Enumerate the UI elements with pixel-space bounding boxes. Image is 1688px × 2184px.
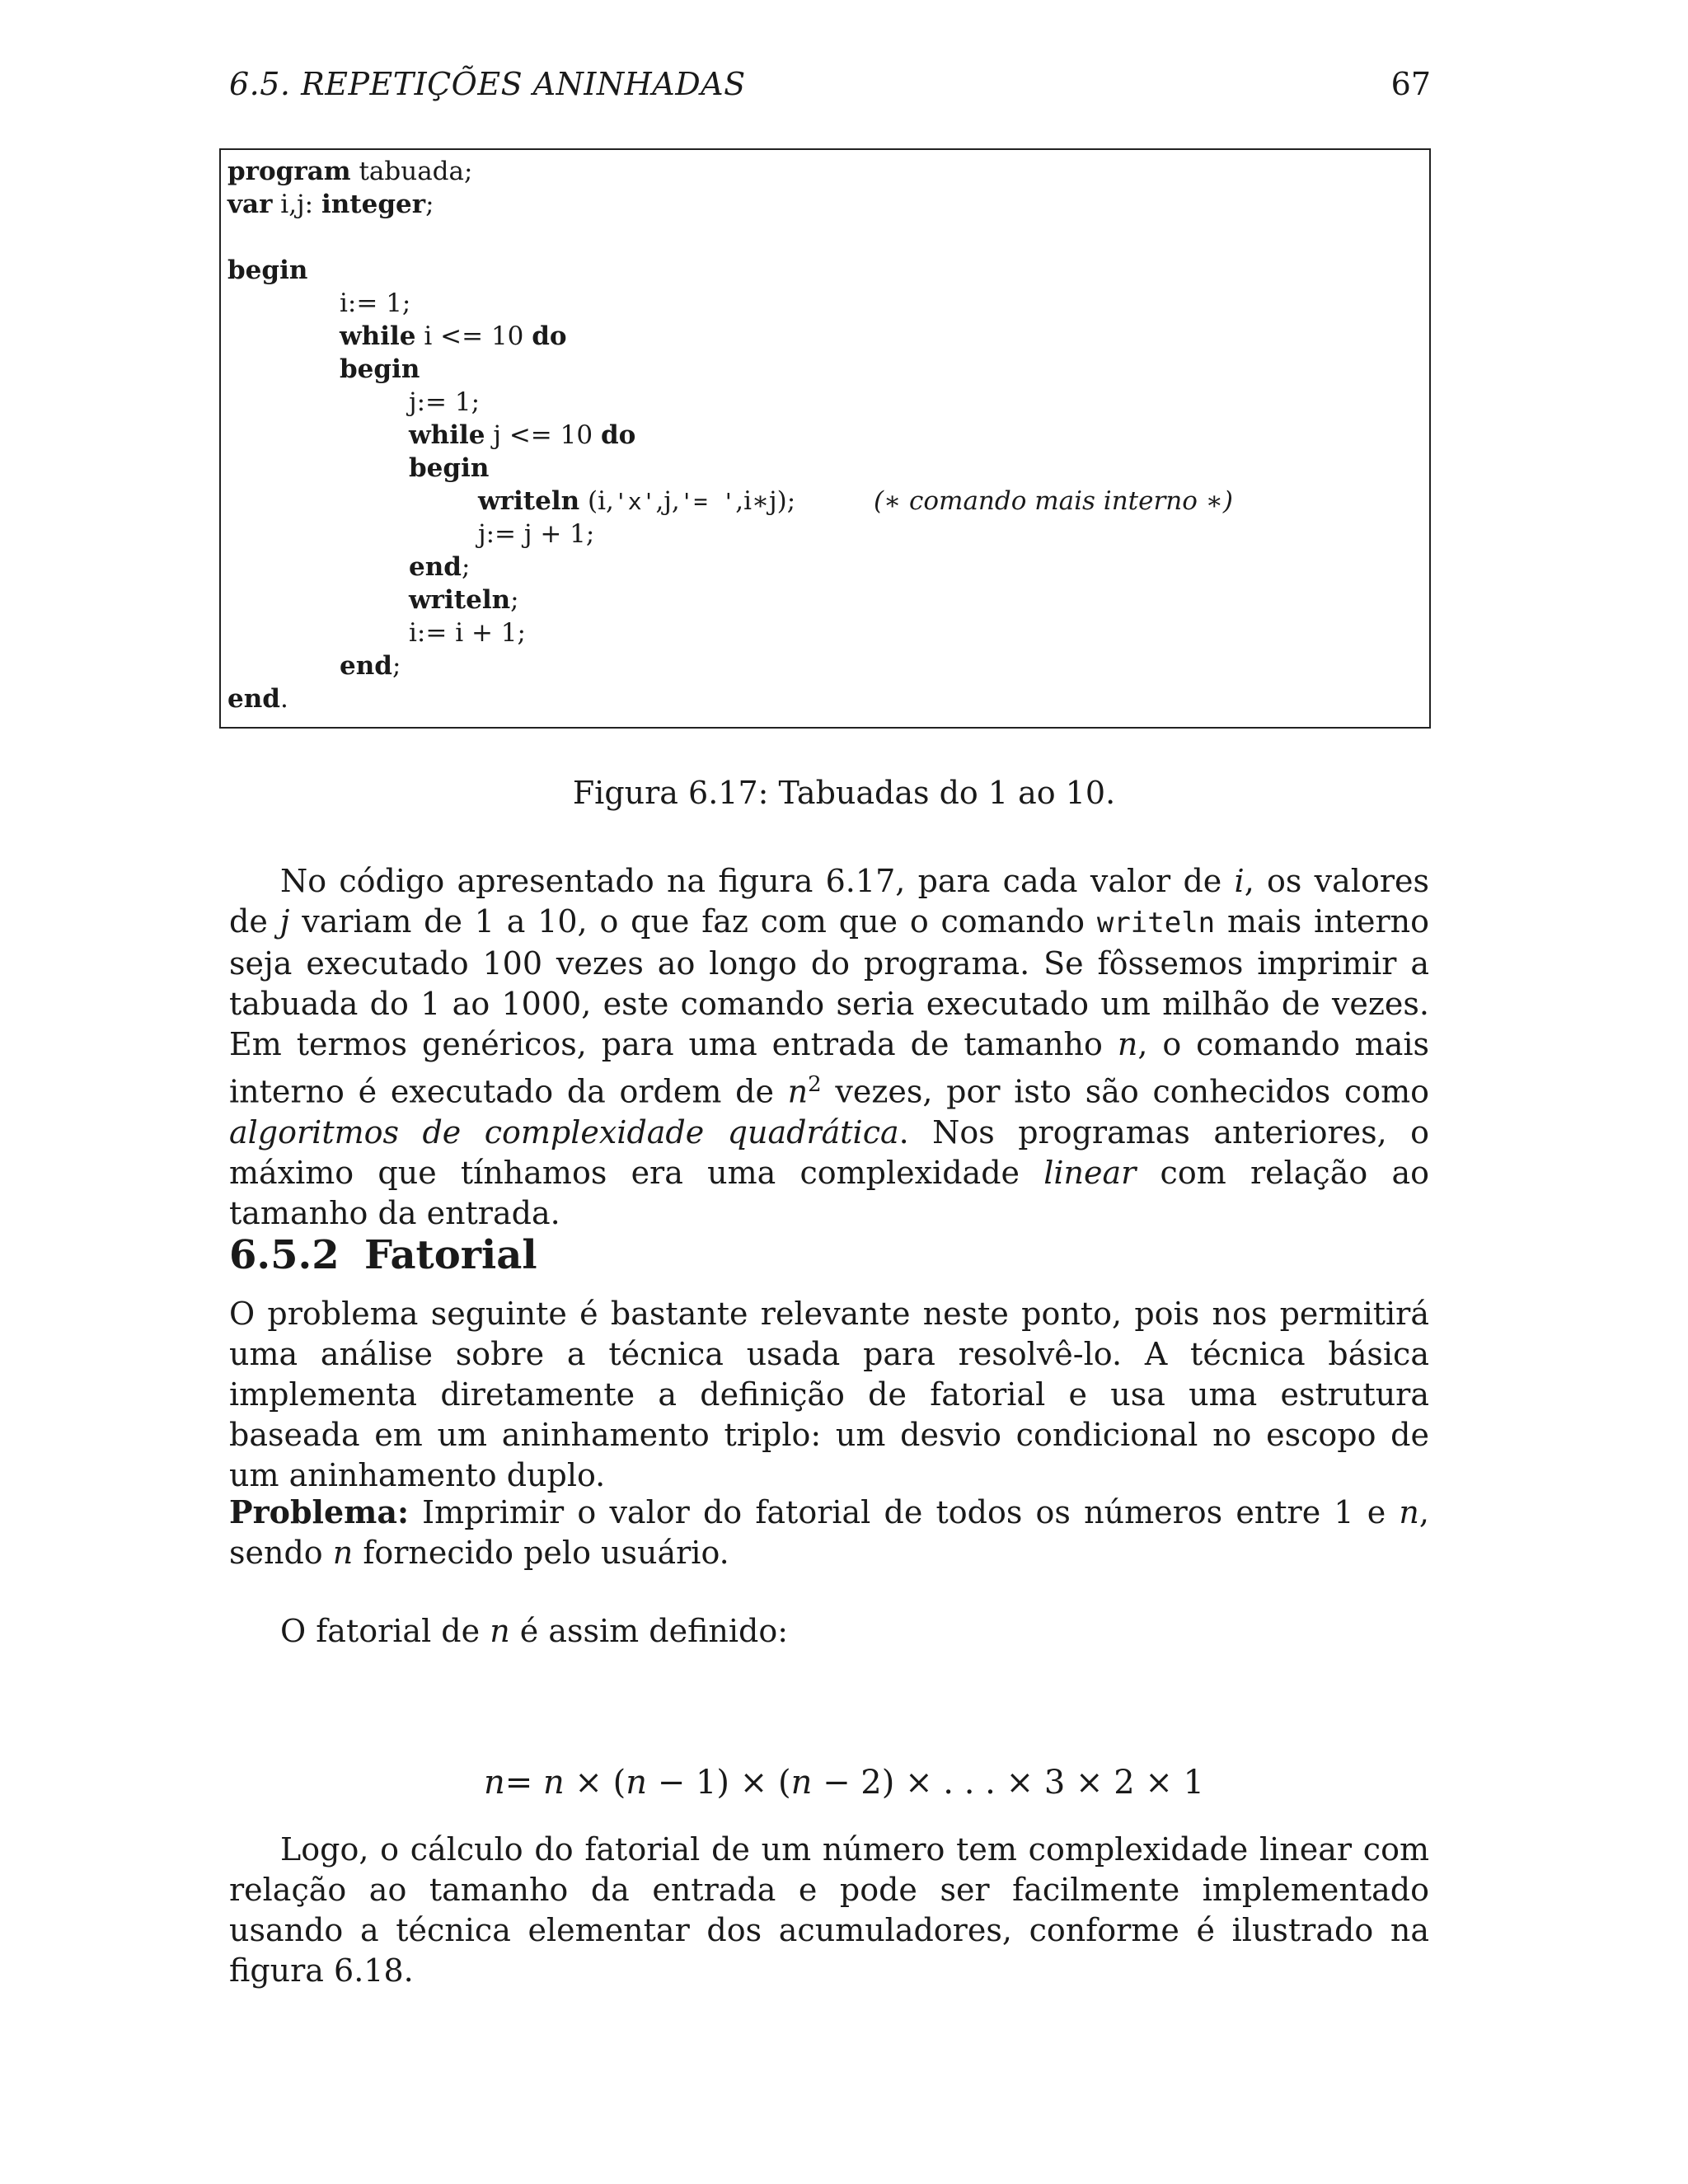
code-line-8: j:= 1; bbox=[409, 387, 481, 417]
paragraph-conclusion: Logo, o cálculo do fatorial de um número tem complexidade linear com relação ao tamanho da entrada e pode ser facilmente implementado usando a técnica elementar dos acumuladores, conforme é ilustrado na figura 6.18. bbox=[229, 1831, 1429, 1989]
paragraph-complexity: No código apresentado na figura 6.17, para cada valor de i, os valores de j variam de 1 a 10, o que faz com que o comando writeln mais interno seja executado 100 vezes ao longo do programa. Se fôssemos imprimir a tabuada do 1 ao 1000, este comando seria executado um milhão de vezes. Em termos genéricos, para uma entrada de tamanho n, o comando mais interno é executado da ordem de $n^2$ vezes, por isto são conhecidos como algoritmos de complexidade quadrática. Nos programas anteriores, o máximo que tínhamos era uma complexidade linear com relação ao tamanho da entrada. bbox=[229, 863, 1429, 1231]
code-line-16: end; bbox=[340, 651, 401, 681]
paragraph-intro: O problema seguinte é bastante relevante neste ponto, pois nos permitirá uma análise sobre a técnica usada para resolvê-lo. A técnica básica implementa diretamente a definição de fatorial e usa uma estrutura baseada em um aninhamento triplo: um desvio condicional no escopo de um aninhamento duplo. bbox=[229, 1296, 1429, 1493]
code-line-15: i:= i + 1; bbox=[409, 618, 526, 648]
code-line-17: end. bbox=[227, 684, 288, 714]
section-heading: 6.5.2 Fatorial bbox=[229, 1232, 537, 1278]
code-line-14: writeln; bbox=[409, 585, 519, 615]
figure-caption: Figura 6.17: Tabuadas do 1 ao 10. bbox=[572, 775, 1116, 811]
code-line-6: while i <= 10 do bbox=[340, 321, 567, 351]
running-header: 6.5. REPETIÇÕES ANINHADAS bbox=[229, 66, 746, 102]
code-line-10: begin bbox=[409, 453, 490, 483]
code-line-9: while j <= 10 do bbox=[409, 420, 636, 450]
paragraph-problem: Problema: Imprimir o valor do fatorial de todos os números entre 1 e n, sendo n fornecido pelo usuário. bbox=[229, 1493, 1429, 1571]
code-line-1: program tabuada; bbox=[227, 157, 473, 186]
code-line-2: var i,j: integer; bbox=[227, 190, 434, 219]
paragraph-definition: O fatorial de n é assim definido: bbox=[280, 1613, 789, 1649]
code-line-12: j:= j + 1; bbox=[478, 519, 595, 549]
code-listing bbox=[219, 148, 1431, 729]
factorial-formula: n= n × (n − 1) × (n − 2) × . . . × 3 × 2 × 1 bbox=[483, 1764, 1205, 1802]
code-line-7: begin bbox=[340, 354, 420, 384]
code-line-5: i:= 1; bbox=[340, 288, 411, 318]
page-number: 67 bbox=[1390, 66, 1431, 102]
code-line-4: begin bbox=[227, 255, 308, 285]
code-line-11: writeln (i,'x',j,'= ',i∗j); bbox=[478, 486, 796, 516]
code-comment: (∗ comando mais interno ∗) bbox=[874, 486, 1233, 516]
code-line-13: end; bbox=[409, 552, 471, 582]
